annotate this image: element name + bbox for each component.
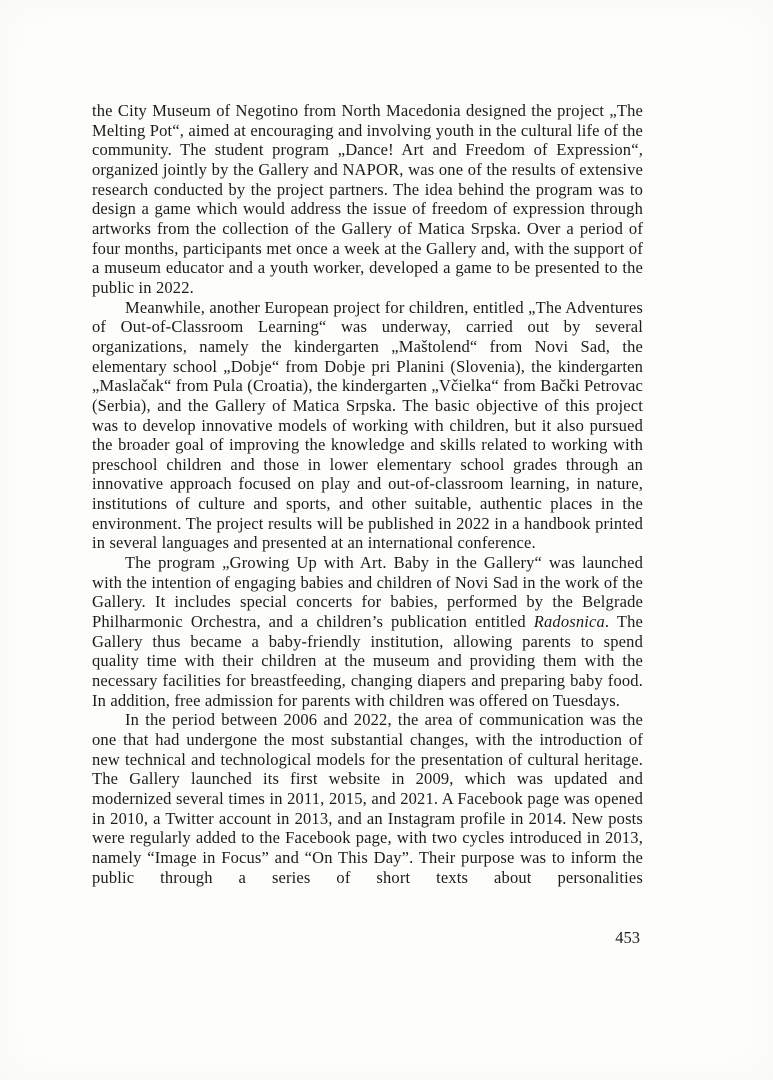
paragraph-communication-changes: In the period between 2006 and 2022, the area of communication was the one that had undergone the most substantial changes, with the introduction of new technical and technological models for the presentation of cultural heritage. The Gallery launched its first website in 2009, which was updated and modernized several times in 2011, 2015, and 2021. A Facebook page was opened in 2010, a Twitter account in 2013, and an Instagram profile in 2014. New posts were regularly added to the Facebook page, with two cycles introduced in 2013, namely “Image in Focus” and “On This Day”. Their purpose was to inform the public through a series of short texts about personalities: [92, 710, 643, 887]
publication-title-italic: Radosnica: [533, 612, 605, 632]
paragraph-text-after-title: . The Gallery thus became a baby-friendly institution, allowing parents to spend quality time with their children at the museum and providing them with the necessary facilities for breastfeeding, changing diapers and preparing baby food. In addition, free admission for parents with children was offered on Tuesdays.: [92, 612, 643, 710]
paragraph-text-before-title: The program „Growing Up with Art. Baby in the Gallery“ was launched with the intention of engaging babies and children of Novi Sad in the work of the Gallery. It includes special concerts for babies, performed by the Belgrade Philharmonic Orchestra, and a children’s publication entitled: [92, 553, 643, 632]
body-text-block: [92, 101, 643, 887]
page-number: 453: [615, 928, 640, 947]
paragraph-continuation-melting-pot: the City Museum of Negotino from North Macedonia designed the project „The Melting Pot“, aimed at encouraging and involving youth in the cultural life of the community. The student program „Dance! Art and Freedom of Expression“, organized jointly by the Gallery and NAPOR, was one of the results of extensive research conducted by the project partners. The idea behind the program was to design a game which would address the issue of freedom of expression through artworks from the collection of the Gallery of Matica Srpska. Over a period of four months, participants met once a week at the Gallery and, with the support of a museum educator and a youth worker, developed a game to be presented to the public in 2022.: [92, 101, 643, 297]
paragraph-growing-up-with-art: [92, 553, 643, 710]
paragraph-out-of-classroom-learning: Meanwhile, another European project for children, entitled „The Adventures of Out-of-Classroom Learning“ was underway, carried out by several organizations, namely the kindergarten „Maštolend“ from Novi Sad, the elementary school „Dobje“ from Dobje pri Planini (Slovenia), the kindergarten „Maslačak“ from Pula (Croatia), the kindergarten „Včielka“ from Bački Petrovac (Serbia), and the Gallery of Matica Srpska. The basic objective of this project was to develop innovative models of working with children, but it also pursued the broader goal of improving the knowledge and skills related to working with preschool children and those in lower elementary school grades through an innovative approach focused on play and out-of-classroom learning, in nature, institutions of culture and sports, and other suitable, authentic places in the environment. The project results will be published in 2022 in a handbook printed in several languages and presented at an international conference.: [92, 297, 643, 553]
